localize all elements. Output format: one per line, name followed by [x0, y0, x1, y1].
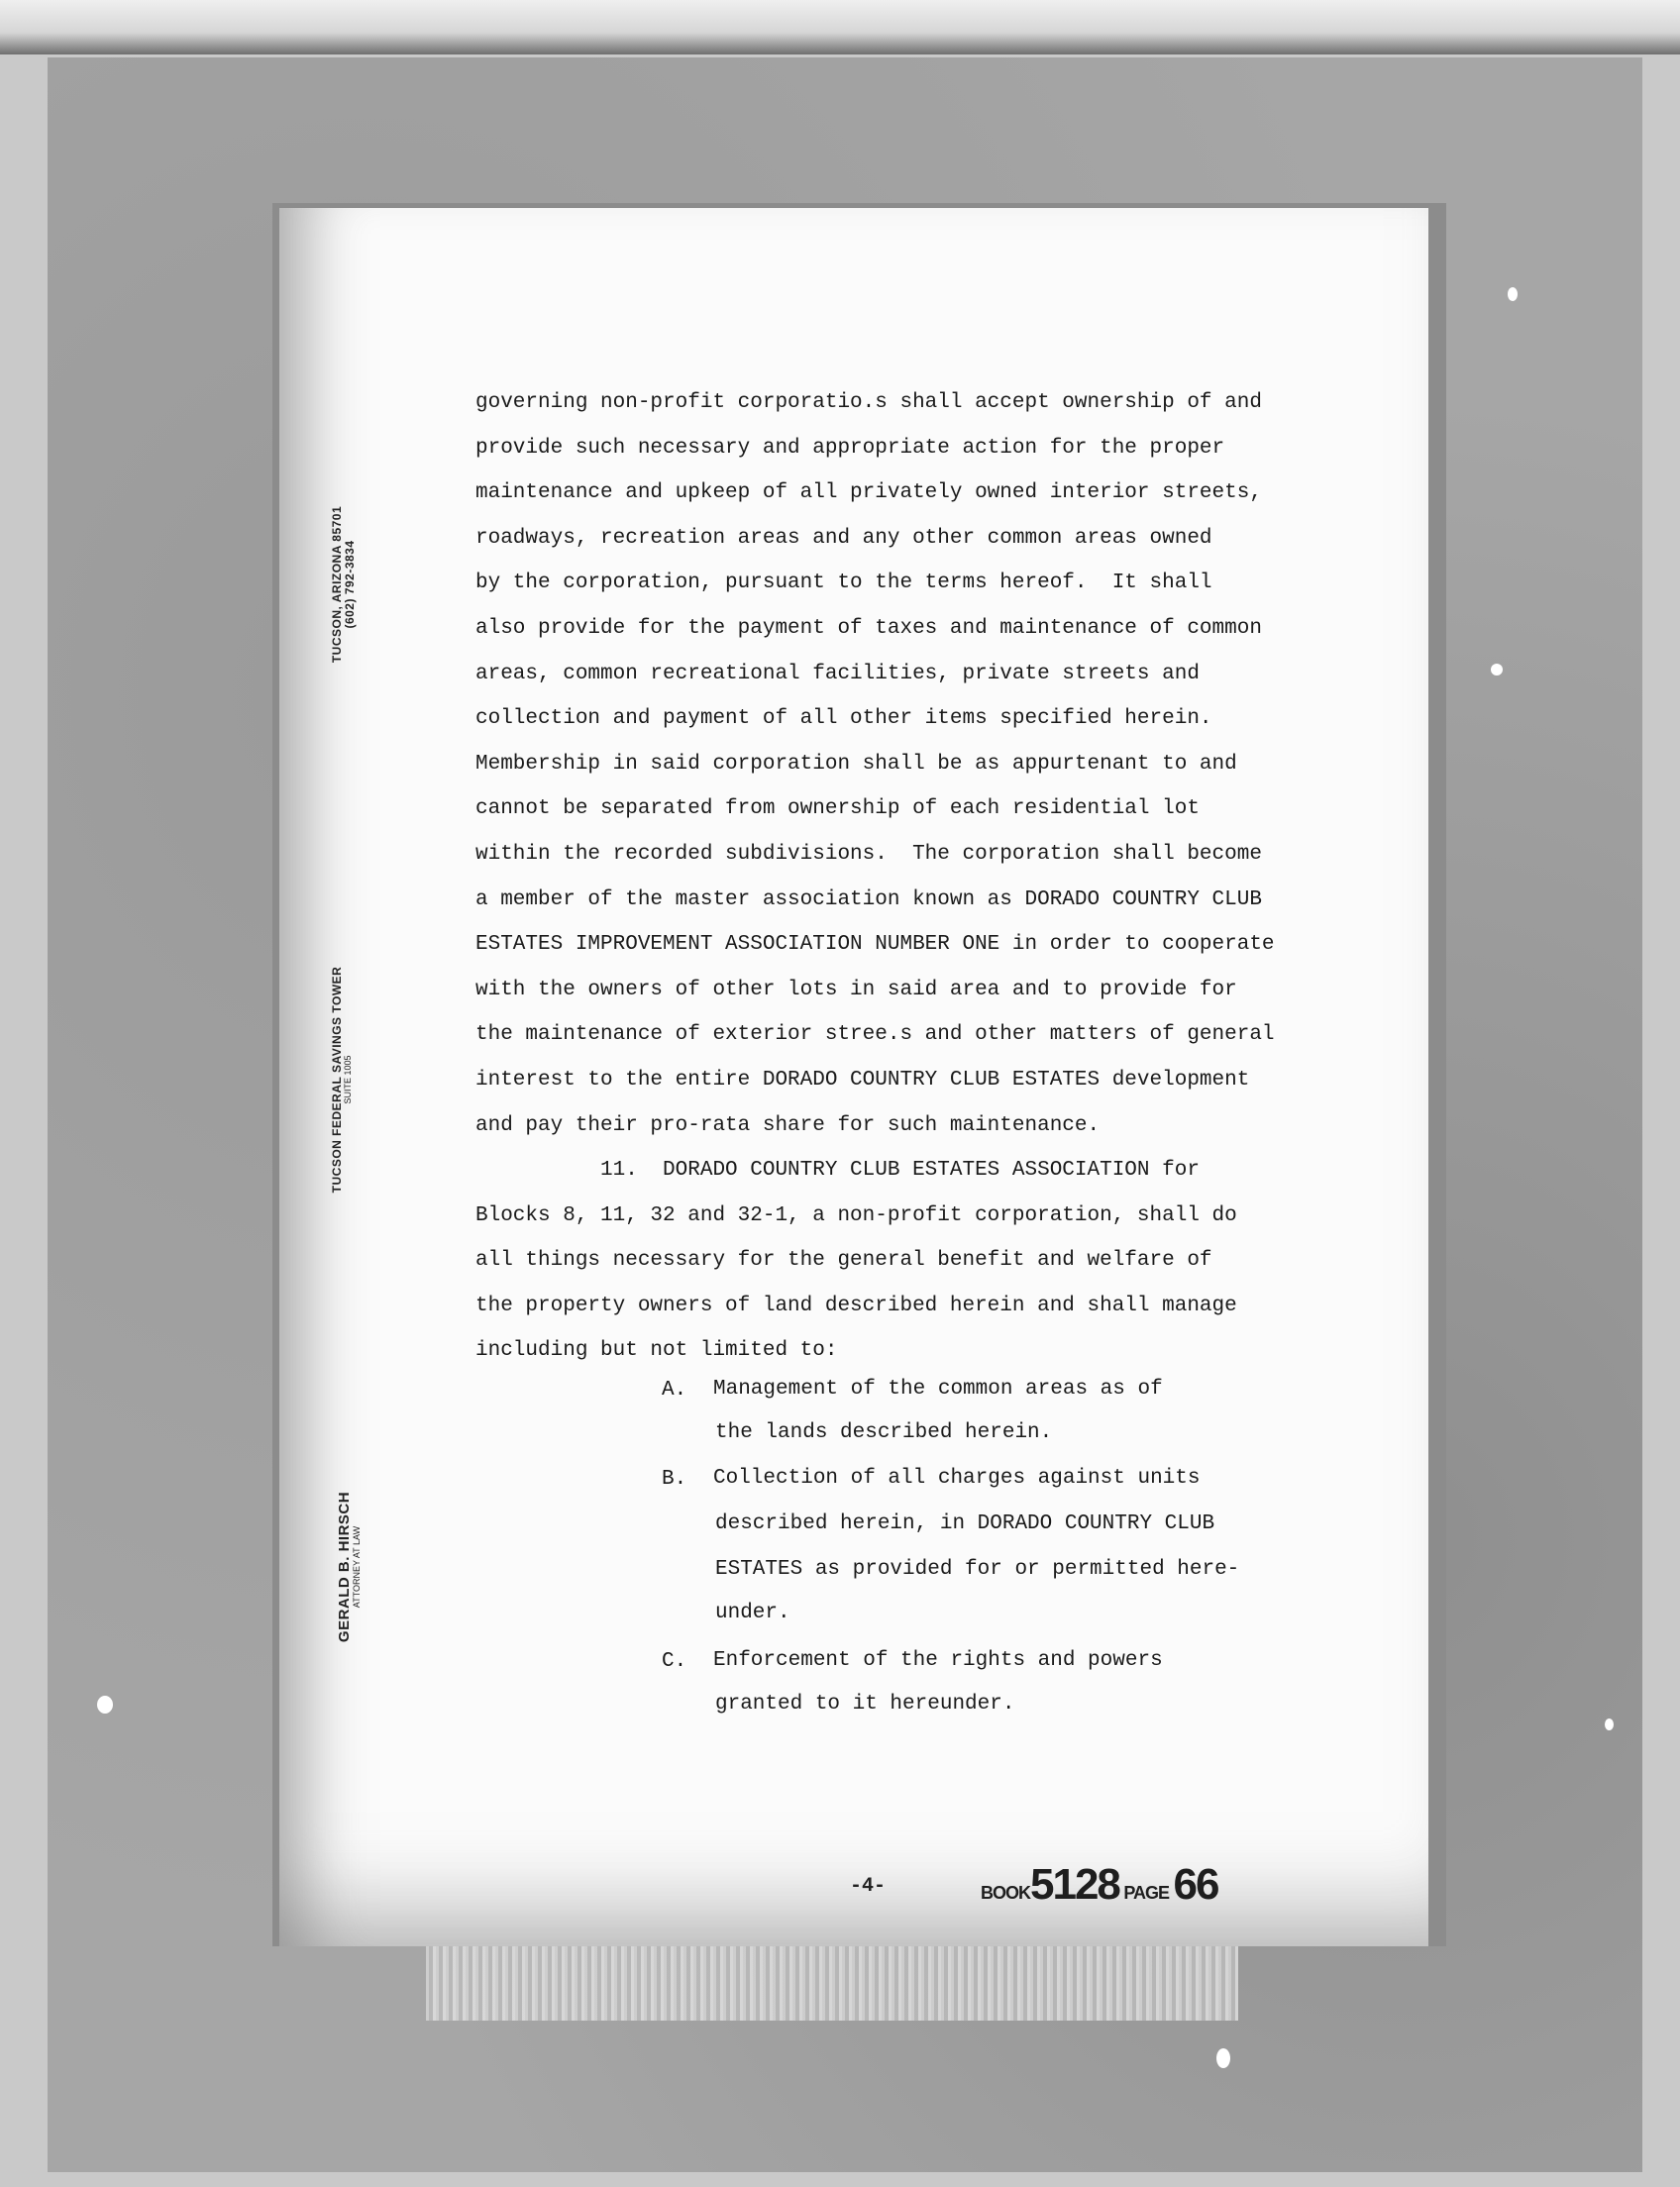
body-line: collection and payment of all other items specified herein. — [475, 707, 1212, 731]
body-line: cannot be separated from ownership of each residential lot — [475, 797, 1200, 821]
item-a-line: the lands described herein. — [715, 1421, 1053, 1444]
page-value: 66 — [1173, 1860, 1218, 1909]
item-a-line: Management of the common areas as of — [713, 1378, 1163, 1401]
item-letter-a: A. — [662, 1379, 687, 1402]
body-line: the maintenance of exterior stree.s and other matters of general — [475, 1023, 1275, 1047]
address-line1: TUCSON, ARIZONA 85701 — [330, 505, 344, 664]
item-c-line: Enforcement of the rights and powers — [713, 1649, 1163, 1672]
item-c-line: granted to it hereunder. — [715, 1693, 1015, 1716]
body-line: ESTATES IMPROVEMENT ASSOCIATION NUMBER ONE in order to cooperate — [475, 933, 1275, 957]
item-b-line: under. — [715, 1602, 790, 1624]
sidebar-address — [331, 495, 356, 674]
dust-spot — [97, 1696, 113, 1714]
body-line: by the corporation, pursuant to the terms hereof. It shall — [475, 572, 1212, 595]
body-line: all things necessary for the general benefit and welfare of — [475, 1249, 1212, 1273]
body-line: governing non-profit corporatio.s shall accept ownership of and — [475, 391, 1262, 414]
body-line: roadways, recreation areas and any other common areas owned — [475, 526, 1212, 550]
item-letter-b: B. — [662, 1468, 687, 1491]
body-line: with the owners of other lots in said area and to provide for — [475, 978, 1237, 1001]
item-b-line: Collection of all charges against units — [713, 1467, 1201, 1490]
building-line2: SUITE 1005 — [342, 1055, 353, 1104]
scan-top-strip — [0, 0, 1680, 54]
item-b-line: described herein, in DORADO COUNTRY CLUB — [715, 1512, 1215, 1535]
body-line: provide such necessary and appropriate action for the proper — [475, 436, 1225, 460]
dust-spot — [1508, 287, 1518, 301]
book-page-stamp — [981, 1860, 1217, 1910]
sidebar-name — [337, 1478, 362, 1656]
body-line: Blocks 8, 11, 32 and 32-1, a non-profit corporation, shall do — [475, 1203, 1237, 1227]
page-label: PAGE — [1123, 1883, 1170, 1903]
body-line: and pay their pro-rata share for such maintenance. — [475, 1113, 1101, 1137]
body-line: including but not limited to: — [475, 1339, 838, 1363]
dust-spot — [1491, 664, 1503, 676]
dust-spot — [1216, 2048, 1230, 2068]
body-line: Membership in said corporation shall be as appurtenant to and — [475, 752, 1237, 776]
body-line: 11. DORADO COUNTRY CLUB ESTATES ASSOCIATION for — [475, 1159, 1200, 1183]
body-line: interest to the entire DORADO COUNTRY CLUB ESTATES development — [475, 1068, 1250, 1092]
book-number: 5128 — [1030, 1860, 1119, 1909]
item-letter-c: C. — [662, 1650, 687, 1673]
page-number: -4- — [850, 1875, 887, 1898]
sidebar-building — [331, 931, 353, 1228]
bottom-scan-noise — [426, 1946, 1238, 2021]
body-line: areas, common recreational facilities, private streets and — [475, 662, 1200, 685]
attorney-title: ATTORNEY AT LAW — [351, 1525, 362, 1609]
body-line: maintenance and upkeep of all privately owned interior streets, — [475, 481, 1262, 505]
body-line: also provide for the payment of taxes and maintenance of common — [475, 616, 1262, 640]
book-label: BOOK — [981, 1883, 1030, 1903]
attorney-name: GERALD B. HIRSCH — [336, 1491, 353, 1643]
body-line: a member of the master association known as DORADO COUNTRY CLUB — [475, 887, 1262, 911]
item-b-line: ESTATES as provided for or permitted here- — [715, 1558, 1240, 1581]
address-line2: (602) 792-3834 — [342, 540, 357, 629]
body-text — [475, 380, 1347, 1374]
building-line1: TUCSON FEDERAL SAVINGS TOWER — [330, 966, 344, 1194]
body-line: within the recorded subdivisions. The corporation shall become — [475, 842, 1262, 866]
dust-spot — [1605, 1718, 1614, 1730]
body-line: the property owners of land described herein and shall manage — [475, 1294, 1237, 1317]
